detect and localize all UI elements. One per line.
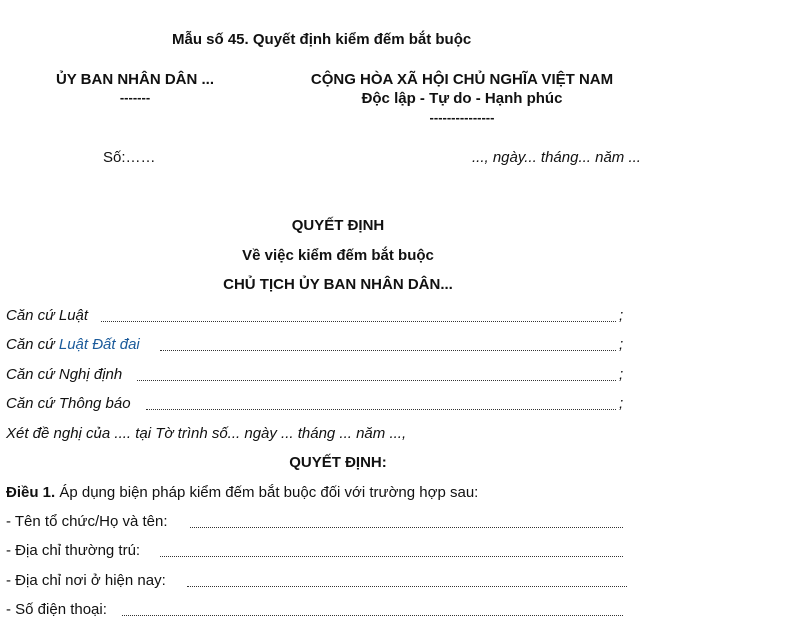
basis-end: ; [619, 395, 624, 412]
basis-end: ; [619, 307, 624, 324]
article-1 [6, 484, 478, 502]
agency-name: ỦY BAN NHÂN DÂN ... [55, 71, 215, 88]
land-law-link[interactable]: Luật Đất đai [58, 336, 140, 353]
document-date: ..., ngày... tháng... năm ... [472, 149, 641, 166]
field-permanent-address-dots [160, 555, 623, 557]
field-name-label: - Tên tổ chức/Họ và tên: [6, 513, 168, 530]
basis-end: ; [619, 366, 624, 383]
motto-rule: --------------- [429, 110, 495, 125]
fill-dots [101, 320, 616, 322]
basis-prefix: Căn cứ [6, 336, 59, 353]
basis-line-notice [6, 395, 131, 413]
basis-prefix: Căn cứ [6, 395, 59, 412]
agency-rule: ------- [119, 90, 151, 105]
nation-motto: Độc lập - Tự do - Hạnh phúc [361, 90, 563, 107]
article-text: Áp dụng biện pháp kiểm đếm bắt buộc đối với trường hợp sau: [55, 484, 479, 501]
basis-prefix: Căn cứ [6, 307, 59, 324]
field-phone-dots [122, 614, 623, 616]
basis-ref: Luật [58, 307, 89, 324]
fill-dots [160, 349, 616, 351]
basis-end: ; [619, 336, 624, 353]
field-permanent-address-label: - Địa chỉ thường trú: [6, 542, 141, 559]
form-title: Mẫu số 45. Quyết định kiểm đếm bắt buộc [172, 31, 472, 48]
field-phone-label: - Số điện thoại: [6, 601, 107, 618]
article-label: Điều 1. [6, 484, 56, 501]
basis-prefix: Căn cứ [6, 366, 59, 383]
nation-name: CỘNG HÒA XÃ HỘI CHỦ NGHĨA VIỆT NAM [310, 71, 614, 88]
decision-issuer: CHỦ TỊCH ỦY BAN NHÂN DÂN... [223, 276, 453, 293]
basis-ref: Thông báo [58, 395, 131, 412]
decision-subject: Về việc kiểm đếm bắt buộc [242, 247, 434, 264]
decision-heading: QUYẾT ĐỊNH [291, 217, 385, 234]
proposal-line: Xét đề nghị của .... tại Tờ trình số... ngày ... tháng ... năm ..., [6, 425, 407, 442]
basis-ref: Nghị định [58, 366, 123, 383]
decides-heading: QUYẾT ĐỊNH: [289, 454, 387, 471]
basis-line-law [6, 307, 88, 325]
basis-line-decree [6, 366, 122, 384]
fill-dots [146, 408, 616, 410]
field-current-address-dots [187, 585, 627, 587]
field-name-dots [190, 526, 623, 528]
basis-line-land-law [6, 336, 140, 354]
document-number: Số:…… [103, 149, 156, 166]
fill-dots [137, 379, 616, 381]
field-current-address-label: - Địa chỉ nơi ở hiện nay: [6, 572, 166, 589]
